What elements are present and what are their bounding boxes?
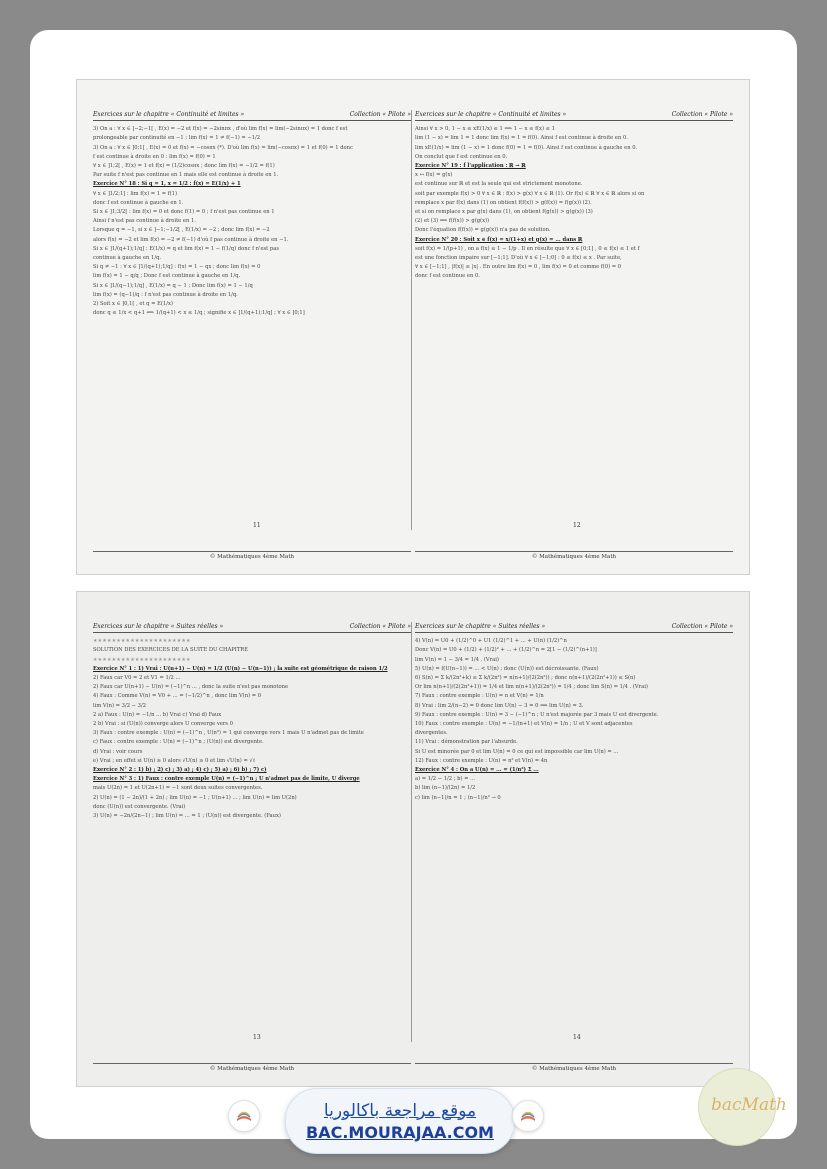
text-line: 2) Faux car V0 = 2 et V1 = 1/2 ... xyxy=(93,675,181,682)
text-line: mais U(2n) = 1 et U(2n+1) = −1 sont deux suites convergentes. xyxy=(93,785,263,792)
text-line: et si on remplace x par g(x) dans (1), on obtient f(g(x)) > g(g(x)) (3) xyxy=(415,209,593,216)
text-line: Exercice N° 1 : 1) Vrai : U(n+1) − U(n) = 1/2 (U(n) − U(n−1)) ; la suite est géométrique de raison 1/2 xyxy=(93,665,388,672)
text-line: lim V(n) = 1 − 3/4 = 1/4 . (Vrai) xyxy=(415,656,499,663)
text-line: Si x ∈ ]1;3/2[ : lim f(x) = 0 et donc f(1) = 0 ; f n'est pas continue en 1 xyxy=(93,209,275,216)
page-number-11: 11 xyxy=(253,522,261,529)
page-13-header xyxy=(93,622,411,633)
text-line: Si x ∈ ]1/(q−1);1/q] , E(1/x) = q − 1 ; Donc lim f(x) = 1 − 1/q xyxy=(93,282,253,289)
text-line: Ainsi f n'est pas continue à droite en 1. xyxy=(93,218,196,225)
text-line: Si U est minorée par 0 et lim U(n) = 0 ce qui est impossible car lim U(n) = ... xyxy=(415,748,619,755)
text-line: 3) On a : ∀ x ∈ ]0;1[ , E(x) = 0 et f(x) = −cosπx (*). D'où lim f(x) = lim(−cosπx) = 1 et f(0) = 1 donc xyxy=(93,144,353,151)
text-line: alors f(x) = −2 et lim f(x) = −2 ≠ f(−1) d'où f pas continue à droite en −1. xyxy=(93,236,289,243)
text-line: continue à gauche en 1/q. xyxy=(93,255,162,262)
text-line: a) = 1/2 − 1/2 ; b) = ... xyxy=(415,776,476,783)
text-line: lim f(x) = 1 − q/q ; Donc f est continue à gauche en 1/q. xyxy=(93,273,241,280)
page-14-header-title: Exercices sur le chapitre « Suites réelles » xyxy=(415,623,546,630)
page-12-header-title: Exercices sur le chapitre « Continuité et limites » xyxy=(415,111,567,118)
page-11-lines xyxy=(93,125,411,318)
page-11-column xyxy=(93,110,411,550)
text-line: 3) U(n) = −2n/(2n−1) ; lim U(n) = ... = 1 ; (U(n)) est divergente. (Faux) xyxy=(93,813,281,820)
page-14-header-collection: Collection « Pilote » xyxy=(671,623,733,630)
text-line: prolongeable par continuité en −1 : lim f(x) = 1 ≠ f(−1) = −1/2 xyxy=(93,135,261,142)
text-line: ★★★★★★★★★★★★★★★★★★★★★ xyxy=(93,656,191,663)
text-line: 2 b) Vrai : si (U(n)) converge alors U converge vers 0 xyxy=(93,721,233,728)
text-line: d) Vrai : voir cours xyxy=(93,748,143,755)
bacmath-logo-text: bacMath xyxy=(711,1095,787,1115)
text-line: 2) U(n) = (1 − 2n)/(1 + 2n) ; lim U(n) = −1 ; U(n+1) ... ; lim U(n) = lim U(2n) xyxy=(93,794,297,801)
text-line: 3) Faux : contre exemple : U(n) = (−1)^n , U(n²) = 1 qui converge vers 1 mais U n'admet pas de limite xyxy=(93,730,364,737)
text-line: 9) Faux : contre exemple : U(n) = 3 − (−1)^n ; U n'est majorée par 3 mais U est divergente. xyxy=(415,711,659,718)
page-11-header-title: Exercices sur le chapitre « Continuité et limites » xyxy=(93,111,245,118)
text-line: Exercice N° 2 : 1) b) ; 2) c) ; 3) a) ; 4) c) ; 5) a) ; 6) b) ; 7) c) xyxy=(93,767,267,774)
column-divider xyxy=(411,110,412,530)
text-line: Par suite f n'est pas continue en 1 mais elle est continue à droite en 1. xyxy=(93,172,279,179)
page-number-12: 12 xyxy=(573,522,581,529)
text-line: c) lim (n−1)/n = 1 ; (n−1)/n² → 0 xyxy=(415,794,501,801)
page-12-header xyxy=(415,110,733,121)
text-line: Donc l'équation f(f(x)) = g(g(x)) n'a pas de solution. xyxy=(415,227,551,234)
text-line: donc f est continue à gauche en 1. xyxy=(93,199,184,206)
page-13-column xyxy=(93,622,411,1062)
text-line: (2) et (3) ⟹ f(f(x)) > g(g(x)) xyxy=(415,218,490,225)
page-14-column xyxy=(415,622,733,1062)
text-line: soit par exemple f(x) > 0 ∀ x ∈ ℝ : f(x) > g(x) ∀ x ∈ ℝ (1). Or f(x) ∈ ℝ ∀ x ∈ ℝ alors si on xyxy=(415,190,645,197)
page-13-footer: © Mathématiques 4ème Math xyxy=(93,1063,411,1072)
text-line: 12) Faux : contre exemple : U(n) = n² et V(n) = 4n xyxy=(415,757,548,764)
text-line: Si x ∈ ]1/(q+1);1/q] : E(1/x) = q et lim f(x) = 1 − f(1/q) donc f n'est pas xyxy=(93,245,279,252)
text-line: ∀ x ∈ [−1;1] , |f(x)| ≤ |x| . En outre lim f(x) = 0 , lim f(x) = 0 et comme f(0) = 0 xyxy=(415,264,622,271)
text-line: 8) Vrai : lim 2/(n−2) = 0 donc lim U(n) − 3 = 0 ⟹ lim U(n) = 3. xyxy=(415,702,584,709)
text-line: donc (U(n)) est convergente. (Vrai) xyxy=(93,803,186,810)
column-divider xyxy=(411,622,412,1042)
text-line: Ainsi ∀ x > 0, 1 − x ≤ xE(1/x) ≤ 1 ⟹ 1 − x ≤ f(x) ≤ 1 xyxy=(415,126,555,133)
page-12-footer: © Mathématiques 4ème Math xyxy=(415,551,733,560)
page-number-13: 13 xyxy=(253,1034,261,1041)
text-line: soit f(x) = 1/(p+1) , on a f(x) ≤ 1 − 1/p . Il en résulte que ∀ x ∈ [0;1] , 0 ≤ f(x) ≤ 1 et f xyxy=(415,245,640,252)
page-13-lines xyxy=(93,637,411,821)
text-line: Si q ≠ −1 : ∀ x ∈ ]1/(q+1);1/q] : f(x) = 1 − qx ; donc lim f(x) = 0 xyxy=(93,264,261,271)
page-13-header-collection: Collection « Pilote » xyxy=(349,623,411,630)
text-line: 10) Faux : contre exemple : U(n) = −1/(n+1) et V(n) = 1/n ; U et V sont adjacentes xyxy=(415,721,633,728)
text-line: 11) Vrai : démonstration par l'absurde. xyxy=(415,739,518,746)
text-line: 7) Faux : contre exemple : U(n) = n et V(n) = 1/n xyxy=(415,693,544,700)
page-11-header-collection: Collection « Pilote » xyxy=(349,111,411,118)
text-line: Donc V(n) = U0 + (1/2) + (1/2)² + ... + (1/2)^n = 2[1 − (1/2)^(n+1)] xyxy=(415,647,597,654)
book-logo-icon-right xyxy=(512,1100,544,1132)
page-12-header-collection: Collection « Pilote » xyxy=(671,111,733,118)
page-14-lines xyxy=(415,637,733,803)
text-line: 2) Faux car U(n+1) − U(n) = (−1)^n ... , donc la suite n'est pas monotone xyxy=(93,684,289,691)
bacmath-logo xyxy=(698,1068,787,1146)
text-line: b) lim (n−1)/(2n) = 1/2 xyxy=(415,785,476,792)
text-line: Exercice N° 3 : 1) Faux : contre exemple U(n) = (−1)^n ; U n'admet pas de limite, U diverge xyxy=(93,776,360,783)
page-13-header-title: Exercices sur le chapitre « Suites réelles » xyxy=(93,623,224,630)
text-line: Lorsque q = −1, si x ∈ ]−1;−1/2[ , E(1/x) = −2 ; donc lim f(x) = −2 xyxy=(93,227,270,234)
text-line: Or lim n(n+1)/(2(2n²+1)) = 1/4 et lim n(n+1)/(2(2n²)) = 1/4 ; donc lim S(n) = 1/4 . (Vrai) xyxy=(415,684,648,691)
text-line: divergentes. xyxy=(415,730,448,737)
text-line: donc f est continue en 0. xyxy=(415,273,480,280)
text-line: x ↦ f(x) = g(x) xyxy=(415,172,453,179)
text-line: Exercice N° 20 : Soit x ∈ f(x) = x/(1+x) et g(x) = ... dans ℝ xyxy=(415,236,583,243)
page-14-header xyxy=(415,622,733,633)
book-logo-icon-left xyxy=(228,1100,260,1132)
text-line: est une fonction impaire sur [−1;1]. D'où ∀ x ∈ [−1;0] : 0 ≤ f(x) ≤ x . Par suite, xyxy=(415,255,622,262)
text-line: SOLUTION DES EXERCICES DE LA SUITE DU CHAPITRE xyxy=(93,647,249,654)
page-11-footer: © Mathématiques 4ème Math xyxy=(93,551,411,560)
text-line: 2) Soit x ∈ ]0,1[ , et q = E(1/x) xyxy=(93,301,173,308)
scanned-page-2 xyxy=(77,592,749,1086)
page-12-lines xyxy=(415,125,733,281)
text-line: ★★★★★★★★★★★★★★★★★★★★★ xyxy=(93,638,191,645)
scanned-page-1 xyxy=(77,80,749,574)
site-banner[interactable] xyxy=(285,1088,515,1154)
site-url-link[interactable]: BAC.MOURAJAA.COM xyxy=(306,1122,494,1142)
text-line: 4) V(n) = U0 + (1/2)^0 + U1 (1/2)^1 + ... + U(n) (1/2)^n xyxy=(415,638,567,645)
text-line: 2 a) Faux : U(n) = −1/n ... b) Vrai c) Vrai d) Faux xyxy=(93,711,222,718)
text-line: lim xE(1/x) = lim (1 − x) = 1 donc f(0) = 1 = f(0). Ainsi f est continue à gauche en 0. xyxy=(415,144,638,151)
text-line: Exercice N° 4 : On a U(n) = ... = (1/n²) Σ ... xyxy=(415,767,539,774)
text-line: est continue sur ℝ et est la seule qui est strictement monotone. xyxy=(415,181,583,188)
page-12-column xyxy=(415,110,733,550)
text-line: remplace x par f(x) dans (1) on obtient f(f(x)) > g(f(x)) = f(g(x)) (2). xyxy=(415,199,592,206)
text-line: e) Vrai ; en effet si U(n) ≥ 0 alors √U(n) ≥ 0 et lim √U(n) = √ℓ xyxy=(93,757,256,764)
text-line: c) Faux : contre exemple : U(n) = (−1)^n ; (U(n)) est divergente. xyxy=(93,739,264,746)
text-line: donc q ≤ 1/x < q+1 ⟺ 1/(q+1) < x ≤ 1/q ; signifie x ∈ ]1/(q+1);1/q] ; ∀ x ∈ ]0;1] xyxy=(93,310,305,317)
text-line: 5) U(n) = f(U(n−1)) = ... < U(n) ; donc (U(n)) est décroissante. (Faux) xyxy=(415,665,599,672)
page-number-14: 14 xyxy=(573,1034,581,1041)
text-line: 6) S(n) = Σ k/(2n²+k) ≤ Σ k/(2n²) = n(n+1)/(2(2n²)) ; donc n(n+1)/(2(2n²+1)) ≤ S(n) xyxy=(415,675,636,682)
text-line: lim f(x) = (q−1)/q : f n'est pas continue à droite en 1/q. xyxy=(93,291,238,298)
page-14-footer: © Mathématiques 4ème Math xyxy=(415,1063,733,1072)
text-line: f est continue à droite en 0 : lim f(x) = f(0) = 1 xyxy=(93,153,216,160)
text-line: Exercice N° 19 : f l'application : ℝ → ℝ xyxy=(415,163,526,170)
text-line: lim V(n) = 3/2 − 3/2 xyxy=(93,702,147,709)
page-11-header xyxy=(93,110,411,121)
text-line: ∀ x ∈ ]1;2[ , E(x) = 1 et f(x) = (1/2)cosπx ; donc lim f(x) = −1/2 = f(1) xyxy=(93,163,275,170)
text-line: 4) Faux : Comme V(n) = V0 + ... = (−1/2)^n , donc lim V(n) = 0 xyxy=(93,693,262,700)
site-name-arabic[interactable]: موقع مراجعة باكالوريا xyxy=(323,1100,477,1121)
text-line: lim (1 − x) = lim 1 = 1 donc lim f(x) = 1 = f(0). Ainsi f est continue à droite en 0. xyxy=(415,135,628,142)
text-line: Exercice N° 18 : Si q = 1, x = 1/2 : f(x) = E(1/x) + 1 xyxy=(93,181,241,188)
text-line: 3) On a : ∀ x ∈ ]−2;−1[ , E(x) = −2 et f(x) = −2sinπx , d'où lim f(x) = lim(−2sinπx) = 1 donc f est xyxy=(93,126,348,133)
text-line: On conclut que f est continue en 0. xyxy=(415,153,508,160)
text-line: ∀ x ∈ ]1/2;1] : lim f(x) = 1 = f(1) xyxy=(93,190,177,197)
